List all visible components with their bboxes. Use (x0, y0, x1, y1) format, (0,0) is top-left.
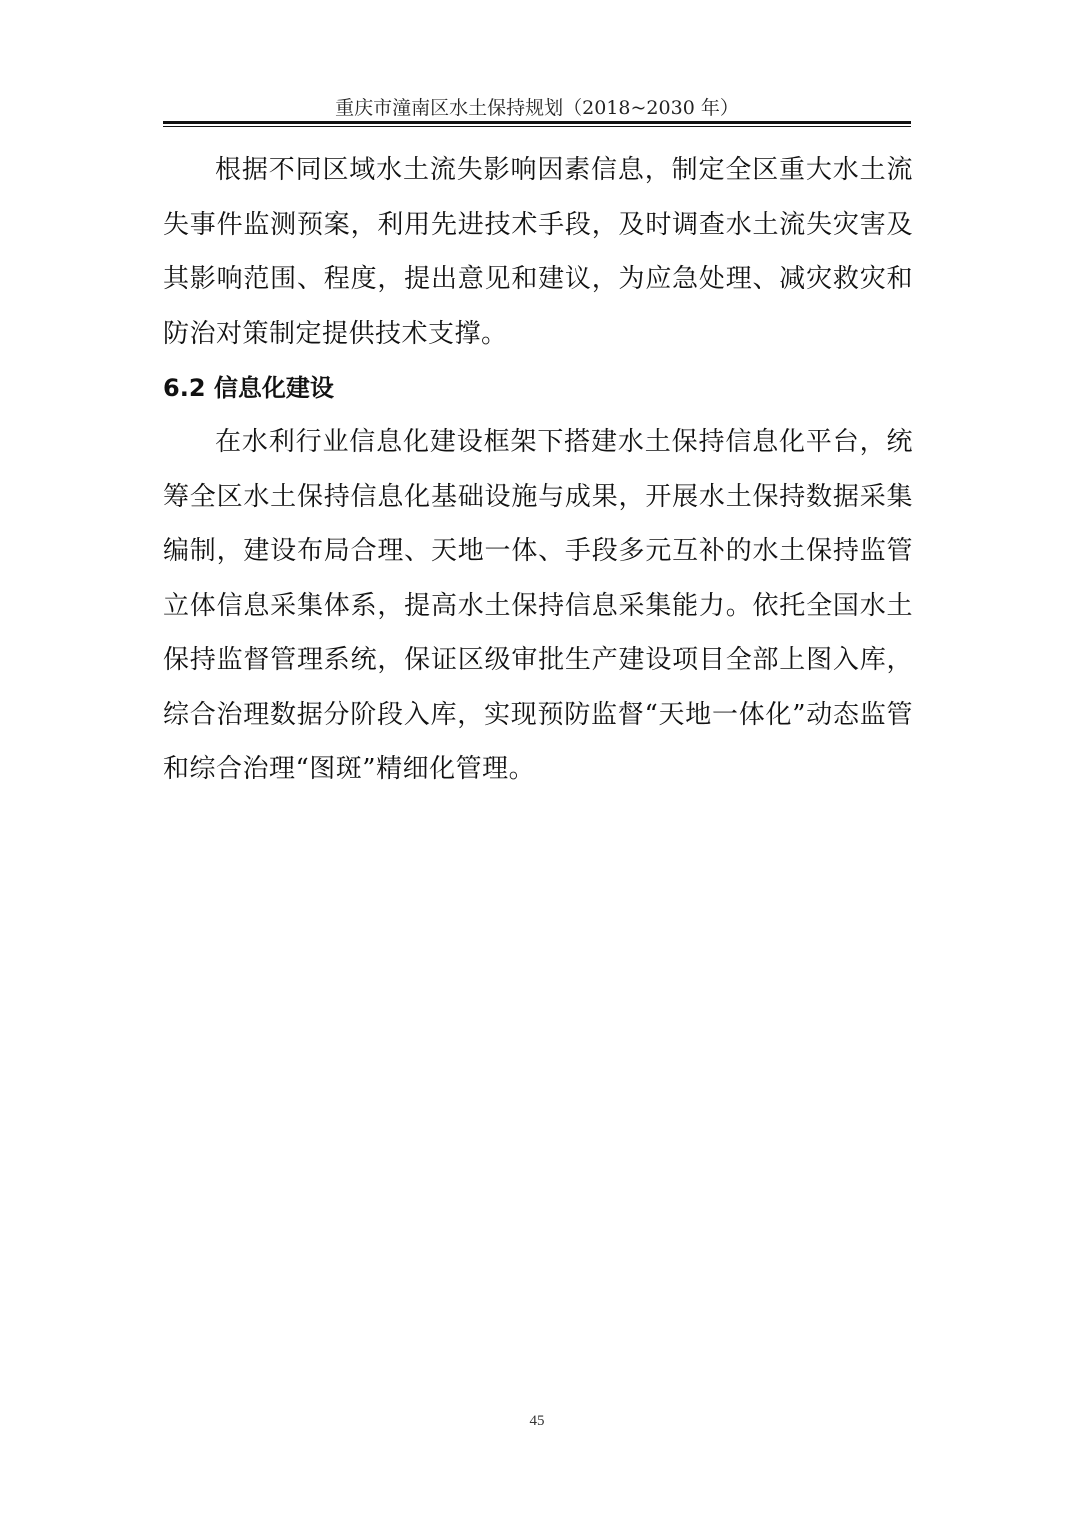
section-heading-informatization: 6.2 信息化建设 (163, 374, 334, 402)
body-paragraph-informatization: 在水利行业信息化建设框架下搭建水土保持信息化平台，统筹全区水土保持信息化基础设施与成果，开展水土保持数据采集编制，建设布局合理、天地一体、手段多元互补的水土保持监管立体信息采集体系，提高水土保持信息采集能力。依托全国水土保持监督管理系统，保证区级审批生产建设项目全部上图入库，综合治理数据分阶段入库，实现预防监督“天地一体化”动态监管和综合治理“图斑”精细化管理。 (163, 427, 913, 784)
header-divider-thick (163, 121, 911, 124)
header-divider-thin (163, 126, 911, 127)
document-body (163, 143, 913, 797)
body-paragraph-monitoring: 根据不同区域水土流失影响因素信息，制定全区重大水土流失事件监测预案，利用先进技术手段，及时调查水土流失灾害及其影响范围、程度，提出意见和建议，为应急处理、减灾救灾和防治对策制定提供技术支撑。 (163, 155, 913, 349)
page-header-title: 重庆市潼南区水土保持规划（2018~2030 年） (335, 97, 739, 119)
page-number: 45 (529, 1413, 545, 1429)
